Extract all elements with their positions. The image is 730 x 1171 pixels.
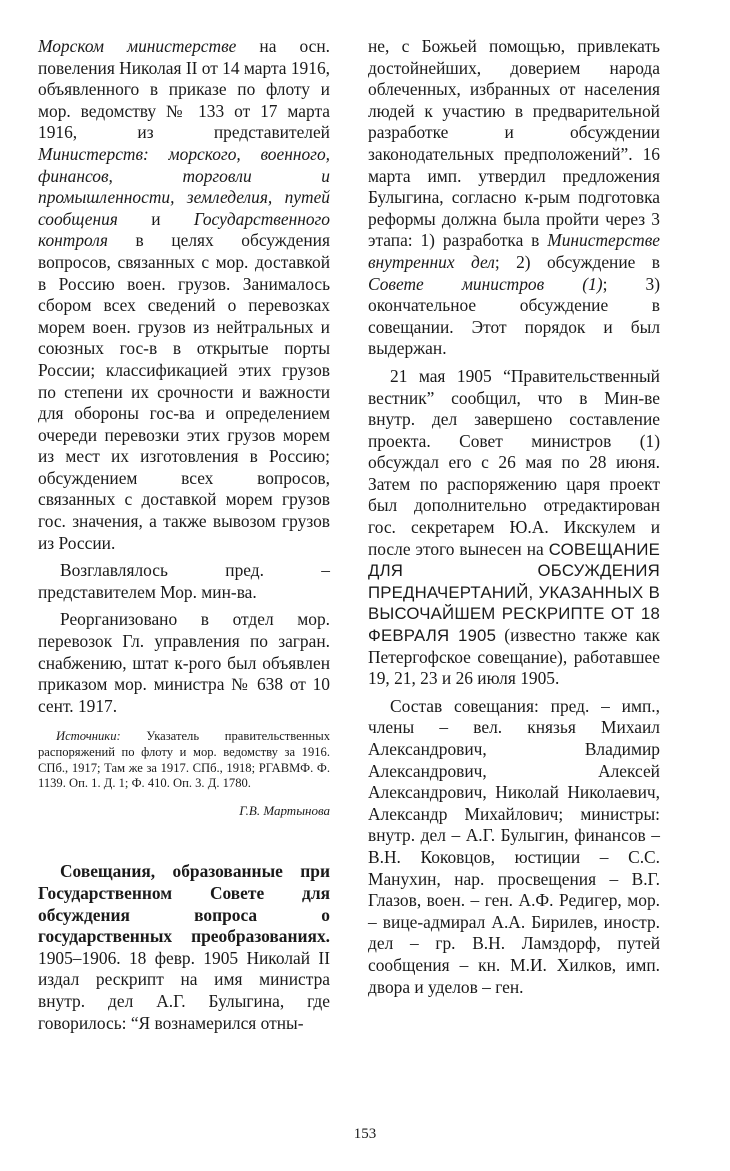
entry-text: 1905–1906. 18 февр. 1905 Николай II издал рескрипт на имя министра внутр. дел А.Г. Булыгина, где говорилось: “Я вознамерился отны- (38, 947, 330, 1033)
italic-term: Министерстве внутренних дел (368, 230, 660, 272)
left-column (38, 36, 330, 1034)
text-run: (известно также как Петергофское совещание), работавшее 19, 21, 23 и 26 июля 1905. (368, 625, 660, 689)
text-run: не, с Божьей помощью, привлекать достойнейших, доверием народа облеченных, избранных от населения людей к участию в предварительной разработке и обсуждении законодательных предположений”. 16 марта имп. утвердил предложения Булыгина, согласно к-рым подготовка реформы должна была пройти через 3 этапа: 1) разработка в (368, 36, 660, 251)
text-run: и (117, 208, 194, 229)
italic-term: Морском министерстве (38, 36, 237, 56)
page-number: 153 (353, 1126, 377, 1142)
entry-start (38, 861, 330, 1034)
italic-term: Совете министров (1) (368, 273, 603, 294)
right-paragraph-3: Состав совещания: пред. – имп., члены – вел. князья Михаил Александрович, Владимир Александрович, Алексей Александрович, Николай Николаевич, Александр Михайлович; министры: внутр. дел – А.Г. Булыгин, финансов – В.Н. Коковцов, юстиции – С.С. Манухин, нар. просвещения – В.Г. Глазов, воен. – ген. А.Ф. Редигер, мор. – вице-адмирал А.А. Бирилев, иностр. дел – гр. В.Н. Ламздорф, путей сообщения – кн. М.И. Хилков, имп. двора и уделов – ген. (368, 695, 660, 997)
entry-title: Совещания, образованные при Государственном Совете для обсуждения вопроса о государственных преобразованиях. (38, 861, 330, 947)
text-run: ; 3) окончательное обсуждение в совещании. Этот порядок и был выдержан. (368, 273, 660, 359)
italic-term: Министерств: морского, военного, финансов, торговли и промышленности, земледелия, путей сообщения (38, 143, 330, 229)
sources-note (38, 729, 330, 791)
right-paragraph-2 (368, 366, 660, 690)
right-column (368, 36, 660, 998)
right-paragraph-1 (368, 36, 660, 360)
left-paragraph-2: Возглавлялось пред. – представителем Мор. мин-ва. (38, 560, 330, 602)
left-paragraph-3: Реорганизовано в отдел мор. перевозок Гл. управления по загран. снабжению, штат к-рого был объявлен приказом мор. министра № 638 от 10 сент. 1917. (38, 609, 330, 716)
text-run: ; 2) обсуждение в (494, 251, 660, 272)
sources-text: Указатель правительственных распоряжений по флоту и мор. ведомству за 1916. СПб., 1917; Там же за 1917. СПб., 1918; РГАВМФ. Ф. 1139. Оп. 1. Д. 1; Ф. 410. Оп. 3. Д. 1780. (38, 729, 330, 791)
text-run: на осн. повеления Николая II от 14 марта 1916, объявленного в приказе по флоту и мор. ведомству № 133 от 17 марта 1916, из представителей (38, 36, 330, 143)
text-run: в целях обсуждения вопросов, связанных с мор. доставкой в Россию воен. грузов. Занималось сбором всех сведений о перевозках морем воен. грузов из нейтральных и союзных гос-в в открытые порты России; классификацией этих грузов по степени их срочности и важности для обороны гос-ва и определением очереди перевозки этих грузов морем из мест их изготовления в Россию; обсуждением всех вопросов, связанных с доставкой морем грузов гос. значения, а также вывозом грузов из России. (38, 230, 330, 553)
caps-heading-ref: СОВЕЩАНИЕ ДЛЯ ОБСУЖДЕНИЯ ПРЕДНАЧЕРТАНИЙ, УКАЗАННЫХ В ВЫСОЧАЙШЕМ РЕСКРИПТЕ ОТ 18 ФЕВРАЛЯ 1905 (368, 539, 660, 646)
italic-term: Государственного контроля (38, 208, 330, 251)
left-paragraph-1 (38, 36, 330, 554)
author-signature: Г.В. Мартынова (239, 802, 330, 818)
sources-label: Источники: (56, 729, 121, 744)
text-run: 21 мая 1905 “Правительственный вестник” сообщил, что в Мин-ве внутр. дел завершено составление проекта. Совет министров (1) обсуждал его с 26 мая по 28 июня. Затем по распоряжению царя проект был дополнительно отредактирован гос. секретарем Ю.А. Икскулем и после этого вынесен на (368, 365, 660, 559)
